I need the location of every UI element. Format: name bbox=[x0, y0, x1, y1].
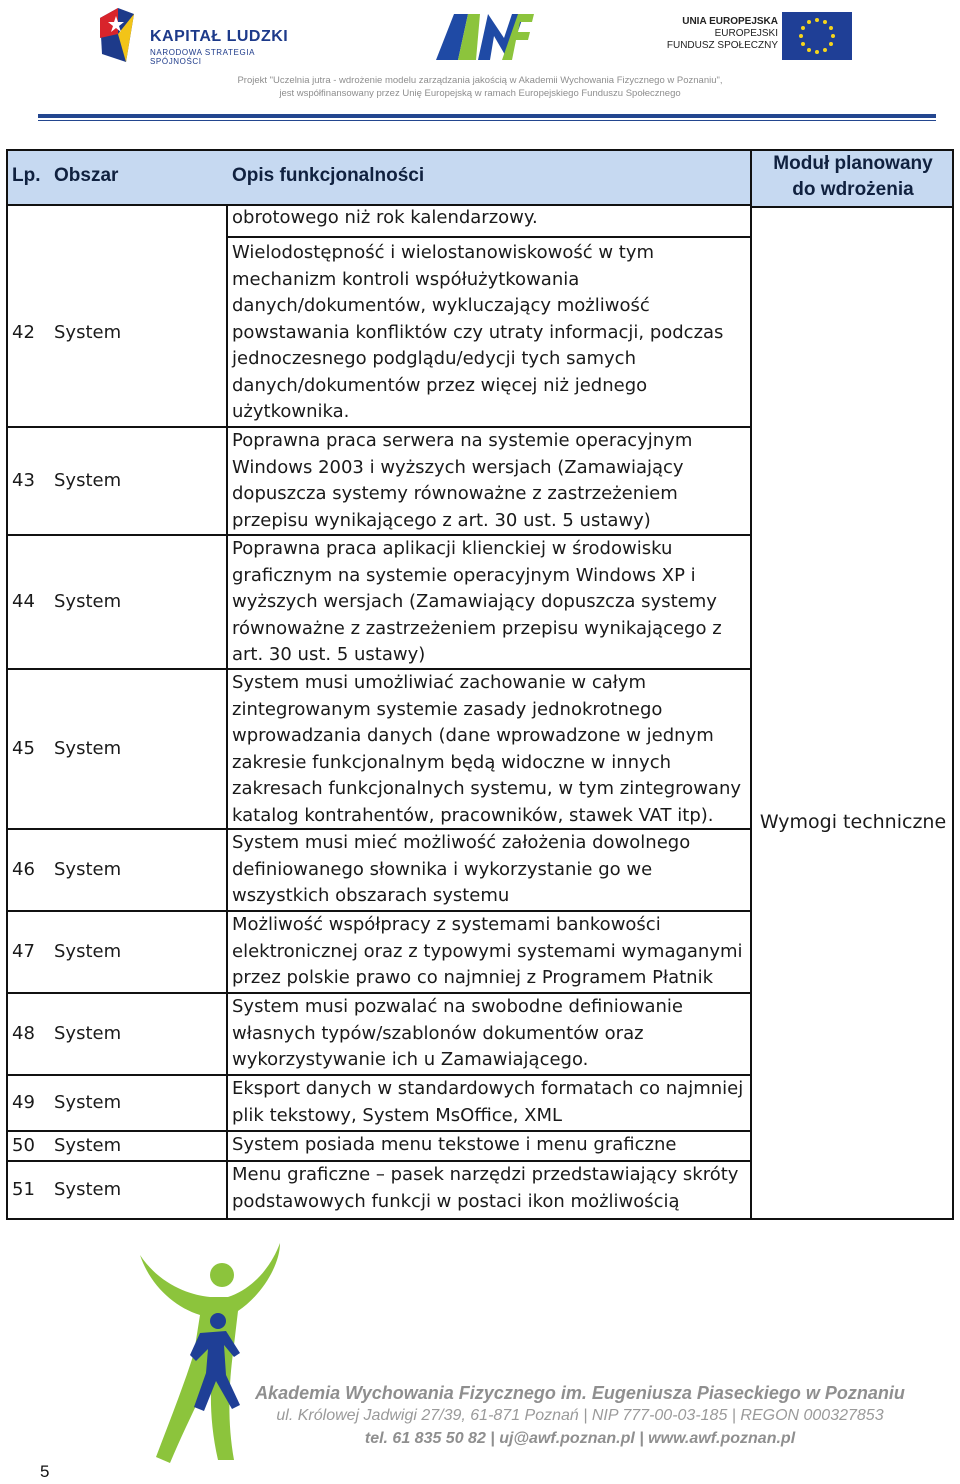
table-row bbox=[6, 829, 752, 911]
footer-address: ul. Królowej Jadwigi 27/39, 61-871 Poznań | NIP 777-00-03-185 | REGON 000327853 bbox=[276, 1407, 884, 1424]
eu-line-1: UNIA EUROPEJSKA bbox=[682, 16, 778, 27]
row-opis-line: Wielodostępność i wielostanowiskowość w tym bbox=[232, 242, 655, 263]
continuation-text: obrotowego niż rok kalendarzowy. bbox=[232, 207, 538, 228]
table-row bbox=[6, 1075, 752, 1131]
table-row bbox=[6, 911, 752, 993]
row-line bbox=[6, 426, 750, 428]
description-column-line bbox=[226, 204, 228, 1220]
page-number: 5 bbox=[40, 1462, 50, 1481]
header-divider-thin bbox=[38, 120, 936, 121]
awf-logo-icon bbox=[434, 10, 536, 62]
table-row bbox=[6, 669, 752, 829]
header-modul bbox=[752, 151, 954, 203]
row-opis bbox=[232, 912, 746, 992]
row-opis-line: Windows 2003 i wyższych wersjach (Zamawiający bbox=[232, 456, 684, 478]
row-line bbox=[6, 992, 750, 994]
footer-contact: tel. 61 835 50 82 | uj@awf.poznan.pl | www.awf.poznan.pl bbox=[364, 1430, 796, 1447]
table-border-left bbox=[6, 149, 8, 1220]
row-opis-line: Możliwość współpracy z systemami bankowości bbox=[232, 914, 661, 935]
row-line bbox=[6, 1130, 750, 1132]
row-opis-line: jednoczesnego podglądu/edycji tych samych bbox=[232, 348, 636, 369]
row-obszar: System bbox=[54, 859, 122, 880]
row-opis bbox=[232, 1162, 746, 1215]
kapital-ludzki-subtitle: NARODOWA STRATEGIA SPÓJNOŚCI bbox=[150, 48, 255, 66]
footer-institution: Akademia Wychowania Fizycznego im. Eugeniusza Piaseckiego w Poznaniu bbox=[255, 1383, 905, 1403]
table-row bbox=[6, 1161, 752, 1219]
requirements-table bbox=[6, 149, 954, 1220]
row-opis-line: dopuszcza systemy równoważne z zastrzeżeniem bbox=[232, 483, 678, 504]
row-obszar: System bbox=[54, 470, 122, 491]
row-obszar: System bbox=[54, 1135, 122, 1156]
row-opis-line: powstawania konfliktów czy utraty informacji, podczas bbox=[232, 321, 724, 343]
row-lp: 44 bbox=[12, 591, 35, 612]
row-opis-line: System posiada menu tekstowe i menu graficzne bbox=[232, 1134, 677, 1155]
row-line bbox=[6, 910, 750, 912]
row-opis bbox=[232, 428, 746, 534]
row-opis-line: System musi pozwalać na swobodne definiowanie bbox=[232, 996, 684, 1017]
kapital-ludzki-logo bbox=[96, 4, 306, 68]
table-row bbox=[6, 1131, 752, 1161]
header-obszar: Obszar bbox=[54, 165, 119, 186]
awf-logo bbox=[434, 10, 536, 62]
row-opis-line: Eksport danych w standardowych formatach co najmniej bbox=[232, 1078, 744, 1099]
row-lp: 51 bbox=[12, 1179, 35, 1200]
row-lp: 48 bbox=[12, 1023, 35, 1044]
row-opis bbox=[232, 1132, 746, 1159]
row-lp: 43 bbox=[12, 470, 35, 491]
row-opis-line: art. 30 ust. 5 ustawy) bbox=[232, 644, 426, 665]
row-lp: 50 bbox=[12, 1135, 35, 1156]
row-line bbox=[6, 534, 750, 536]
row-obszar: System bbox=[54, 941, 122, 962]
row-opis-line: elektronicznej oraz z typowymi systemami wymaganymi bbox=[232, 940, 743, 962]
row-obszar: System bbox=[54, 591, 122, 612]
row-opis-line: System musi mieć możliwość założenia dowolnego bbox=[232, 832, 691, 853]
row-opis-line: danych/dokumentów przez więcej niż jednego bbox=[232, 374, 648, 396]
row-opis-line: równoważne z zastrzeżeniem przepisu wynikającego z bbox=[232, 617, 722, 639]
module-header-bottom-line bbox=[750, 206, 954, 208]
header-divider bbox=[38, 114, 936, 118]
table-border-right bbox=[952, 149, 954, 1220]
project-line-2: jest współfinansowany przez Unię Europejską w ramach Europejskiego Funduszu Społecznego bbox=[279, 88, 681, 99]
row-opis-line: własnych typów/szablonów dokumentów oraz bbox=[232, 1022, 644, 1044]
header-modul-line-2: do wdrożenia bbox=[792, 179, 914, 200]
row-opis-line: Poprawna praca aplikacji klienckiej w środowisku bbox=[232, 538, 673, 559]
row-line bbox=[6, 1160, 750, 1162]
row-opis-line: Menu graficzne – pasek narzędzi przedstawiający skróty bbox=[232, 1164, 739, 1185]
page-header bbox=[0, 0, 960, 125]
row-opis-line: użytkownika. bbox=[232, 401, 350, 422]
row-opis-line: wszystkich obszarach systemu bbox=[232, 885, 510, 906]
row-opis-line: plik tekstowy, System MsOffice, XML bbox=[232, 1104, 563, 1126]
module-value: Wymogi techniczne bbox=[759, 811, 947, 833]
row-obszar: System bbox=[54, 1023, 122, 1044]
row-line bbox=[6, 668, 750, 670]
row-opis-line: zintegrowanym systemie zasady jednokrotnego bbox=[232, 698, 663, 720]
eu-logo-text bbox=[667, 16, 778, 52]
project-line-1: Projekt "Uczelnia jutra - wdrożenie modelu zarządzania jakością w Akademii Wychowania Fizycznego w Poznaniu", bbox=[237, 75, 723, 86]
row-opis-line: wprowadzania danych (dane wprowadzone w jednym bbox=[232, 725, 714, 746]
row-opis bbox=[232, 670, 746, 829]
row-opis-line: System musi umożliwiać zachowanie w całym bbox=[232, 672, 647, 693]
row-line bbox=[226, 236, 750, 238]
row-opis-line: mechanizm kontroli współużytkowania bbox=[232, 268, 580, 290]
row-opis bbox=[232, 536, 746, 669]
row-lp: 47 bbox=[12, 941, 35, 962]
table-border-top bbox=[6, 149, 954, 151]
row-opis-line: graficznym na systemie operacyjnym Windows XP i bbox=[232, 564, 696, 586]
row-opis-line: zakresie funkcjonalnym będą widoczne w innych bbox=[232, 751, 672, 773]
header-lp: Lp. bbox=[12, 165, 41, 186]
row-opis-line: przepisu wynikającego z art. 30 ust. 5 ustawy) bbox=[232, 509, 651, 531]
eu-flag-icon bbox=[782, 12, 852, 60]
table-row bbox=[6, 427, 752, 535]
row-obszar: System bbox=[54, 1179, 122, 1200]
row-opis-line: Poprawna praca serwera na systemie operacyjnym bbox=[232, 430, 693, 451]
row-lp: 42 bbox=[12, 322, 35, 343]
row-line bbox=[6, 1074, 750, 1076]
eu-line-2: EUROPEJSKI bbox=[714, 28, 778, 39]
row-obszar: System bbox=[54, 1092, 122, 1113]
row-opis bbox=[232, 830, 746, 910]
row-opis-line: podstawowych funkcji w postaci ikon możliwością bbox=[232, 1190, 680, 1212]
header-opis: Opis funkcjonalności bbox=[232, 165, 425, 186]
row-obszar: System bbox=[54, 738, 122, 759]
table-row bbox=[6, 993, 752, 1075]
row-lp: 49 bbox=[12, 1092, 35, 1113]
eu-logo bbox=[664, 12, 854, 62]
table-border-bottom bbox=[6, 1218, 954, 1220]
module-column-line bbox=[750, 149, 752, 1220]
row-line bbox=[6, 828, 750, 830]
eu-line-3: FUNDUSZ SPOŁECZNY bbox=[666, 40, 778, 51]
table-row bbox=[6, 535, 752, 669]
header-modul-line-1: Moduł planowany bbox=[773, 153, 933, 174]
row-opis-line: katalog kontrahentów, pracowników, stawek VAT itp). bbox=[232, 804, 714, 826]
row-opis-line: danych/dokumentów, wykluczający możliwość bbox=[232, 295, 650, 316]
row-lp: 46 bbox=[12, 859, 35, 880]
row-opis bbox=[232, 1076, 746, 1129]
row-opis-line: definiowanego słownika i wykorzystanie go we bbox=[232, 858, 653, 880]
row-lp: 45 bbox=[12, 738, 35, 759]
row-opis bbox=[232, 240, 746, 426]
row-opis-line: wykorzystywanie ich u Zamawiającego. bbox=[232, 1049, 589, 1070]
row-opis-line: zakresach funkcjonalnych systemu, w tym zintegrowany bbox=[232, 778, 742, 799]
header-bottom-line bbox=[6, 204, 750, 206]
row-opis bbox=[232, 994, 746, 1074]
kapital-ludzki-flag-icon bbox=[96, 4, 138, 66]
row-opis-line: przez polskie prawo co najmniej z Programem Płatnik bbox=[232, 967, 714, 988]
table-row bbox=[6, 239, 752, 427]
kapital-ludzki-title: KAPITAŁ LUDZKI bbox=[150, 28, 289, 45]
project-note bbox=[0, 74, 960, 100]
row-opis-line: wyższych wersjach (Zamawiający dopuszcza systemy bbox=[232, 591, 717, 612]
row-obszar: System bbox=[54, 322, 122, 343]
